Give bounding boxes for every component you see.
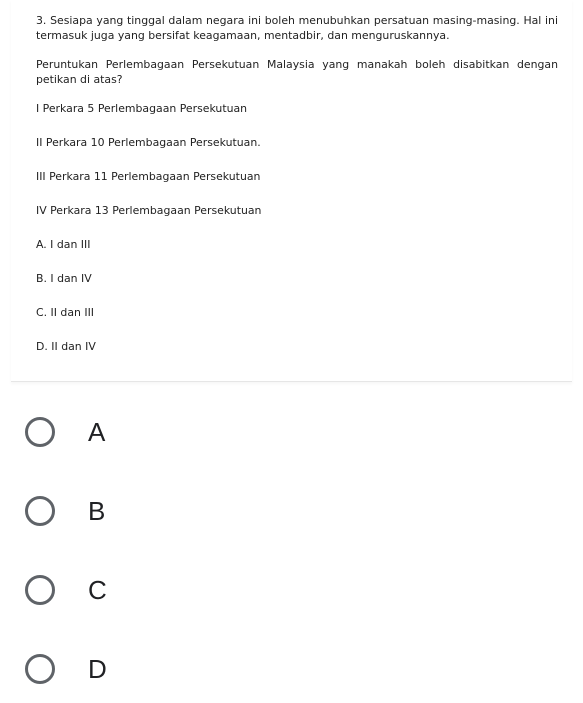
choice-label: A xyxy=(88,417,106,447)
question-image xyxy=(11,0,572,382)
choice-label: B xyxy=(88,496,106,526)
radio-button-b[interactable] xyxy=(25,496,55,526)
statement-item: I Perkara 5 Perlembagaan Persekutuan xyxy=(36,102,248,115)
answer-option-text: A. I dan III xyxy=(36,238,91,251)
choice-label: C xyxy=(88,575,107,605)
answer-option-text: B. I dan IV xyxy=(36,272,92,285)
choice-c[interactable] xyxy=(25,570,107,610)
choice-d[interactable] xyxy=(25,649,107,689)
radio-button-c[interactable] xyxy=(25,575,55,605)
answer-option-text: C. II dan III xyxy=(36,306,95,319)
answer-option-text: D. II dan IV xyxy=(36,340,96,353)
choice-label: D xyxy=(88,654,107,684)
statement-item: II Perkara 10 Perlembagaan Persekutuan. xyxy=(36,136,261,149)
statement-list xyxy=(36,101,558,218)
answer-option-list xyxy=(36,237,558,354)
question-prompt: Peruntukan Perlembagaan Persekutuan Malaysia yang manakah boleh disabitkan dengan petikan di atas? xyxy=(36,58,558,86)
statement-item: IV Perkara 13 Perlembagaan Persekutuan xyxy=(36,204,262,217)
choice-a[interactable] xyxy=(25,412,105,452)
choice-b[interactable] xyxy=(25,491,105,531)
radio-button-d[interactable] xyxy=(25,654,55,684)
statement-item: III Perkara 11 Perlembagaan Persekutuan xyxy=(36,170,261,183)
radio-button-a[interactable] xyxy=(25,417,55,447)
question-passage: 3. Sesiapa yang tinggal dalam negara ini boleh menubuhkan persatuan masing-masing. Hal ini termasuk juga yang bersifat keagamaan, mentadbir, dan menguruskannya. xyxy=(36,14,558,42)
